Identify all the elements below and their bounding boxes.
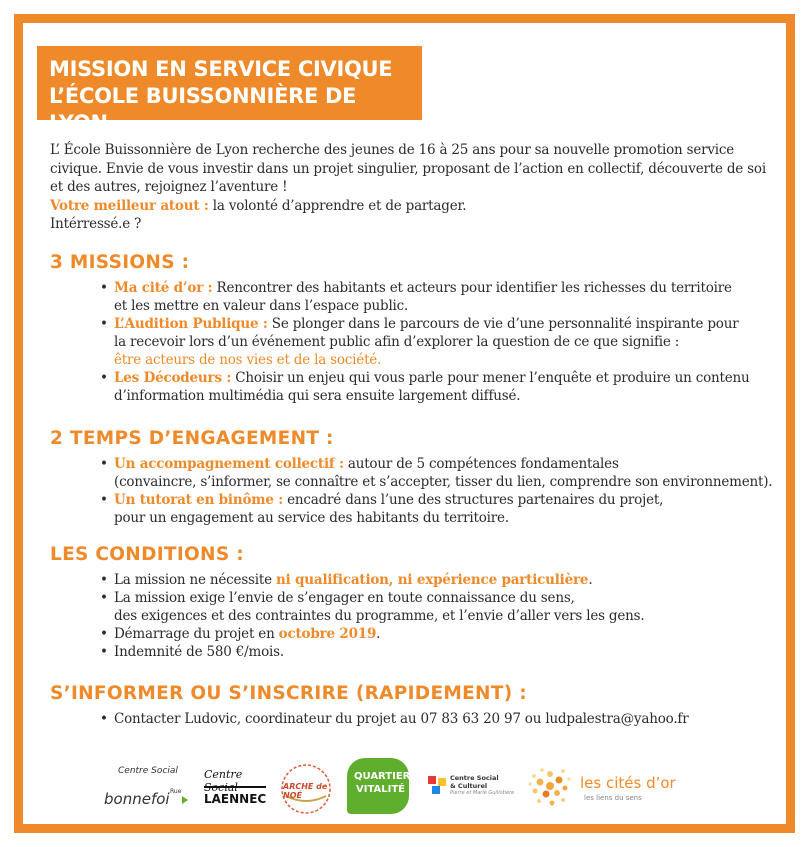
logo-guillotiere-line3: Pierre et Marie Guillotière [450, 790, 515, 796]
atout-text: la volonté d’apprendre et de partager. [208, 197, 467, 214]
contact-list [100, 710, 780, 728]
logo-bonnefoi-rue: Rue [170, 788, 182, 795]
conditions-list [100, 571, 780, 661]
list-item [100, 455, 780, 491]
logo-block-yellow [438, 778, 446, 786]
dots-circle-icon [526, 762, 574, 810]
mission-highlight: être acteurs de nos vies et de la société. [114, 352, 382, 368]
logo-centre-social-bonnefoi [104, 766, 194, 814]
logo-arche-name: ARCHE de NOÉ [283, 782, 328, 800]
interested-text: Intérressé.e ? [50, 216, 142, 232]
title-line-1: MISSION EN SERVICE CIVIQUE [49, 57, 393, 81]
engagement-list [100, 455, 780, 527]
logo-laennec-rule [204, 786, 266, 788]
logo-centre-social-laennec [204, 768, 268, 814]
logo-centre-social-guillotiere [428, 774, 518, 804]
condition-highlight: ni qualification, ni expérience particulière [276, 572, 589, 588]
condition-end: . [376, 626, 381, 642]
engagement-text-cont: (convaincre, s’informer, se connaître et s’accepter, tisser du lien, comprendre son environnement). [114, 474, 773, 490]
intro-text: L’ École Buissonnière de Lyon recherche des jeunes de 16 à 25 ans pour sa nouvelle promotion service civique. Envie de vous investir dans un projet singulier, proposant de l’action en collectif, découverte de soi et des autres, rejoignez l’aventure ! [50, 142, 766, 195]
mission-label: Les Décodeurs : [114, 370, 232, 386]
mission-label: Ma cité d’or : [114, 280, 213, 296]
mission-text: Rencontrer des habitants et acteurs pour identifier les richesses du territoire [212, 280, 732, 296]
condition-text: La mission ne nécessite [114, 572, 276, 588]
logo-cites-name: les cités d’or [580, 774, 676, 792]
list-item [100, 491, 780, 527]
condition-text: La mission exige l’envie de s’engager en toute connaissance du sens, [114, 590, 575, 606]
logo-block-red [428, 776, 436, 784]
logo-bonnefoi-name: bonnefoi [104, 790, 170, 808]
mission-text: Se plonger dans le parcours de vie d’une personnalité inspirante pour [267, 316, 739, 332]
logo-quartier-line1: QUARTIER [354, 771, 411, 782]
logo-laennec-name: LAENNEC [204, 792, 267, 806]
list-item [100, 315, 780, 369]
engagement-label: Un accompagnement collectif : [114, 456, 344, 472]
logo-guillotiere-line1: Centre Social [450, 774, 499, 782]
intro-paragraph [50, 141, 770, 234]
condition-text: Démarrage du projet en [114, 626, 279, 642]
list-item [100, 589, 780, 625]
engagement-text: encadré dans l’une des structures partenaires du projet, [283, 492, 664, 508]
list-item [100, 625, 780, 643]
title-banner [37, 46, 422, 135]
mission-text: Choisir un enjeu qui vous parle pour mener l’enquête et produire un contenu [231, 370, 750, 386]
contact-title: S’INFORMER OU S’INSCRIRE (RAPIDEMENT) : [50, 683, 527, 704]
conditions-title: LES CONDITIONS : [50, 544, 244, 565]
play-arrow-icon [182, 796, 188, 804]
mission-label: L’Audition Publique : [114, 316, 268, 332]
mission-text-cont: d’information multimédia qui sera ensuite largement diffusé. [114, 388, 521, 404]
condition-text-cont: des exigences et des contraintes du programme, et l’envie d’aller vers les gens. [114, 608, 645, 624]
title-line-2: L’ÉCOLE BUISSONNIÈRE DE LYON [49, 84, 357, 135]
engagement-label: Un tutorat en binôme : [114, 492, 284, 508]
logo-les-cites-dor [526, 762, 686, 814]
list-item [100, 643, 780, 661]
engagement-title: 2 TEMPS D’ENGAGEMENT : [50, 428, 334, 449]
list-item [100, 710, 780, 728]
list-item [100, 279, 780, 315]
logo-arche-de-noe [274, 762, 338, 816]
condition-highlight: octobre 2019 [278, 626, 377, 642]
logo-laennec-top: Centre [204, 768, 243, 781]
logo-guillotiere-line2: & Culturel [450, 782, 488, 790]
contact-text: Contacter Ludovic, coordinateur du projet au 07 83 63 20 97 ou ludpalestra@yahoo.fr [114, 711, 689, 727]
list-item [100, 369, 780, 405]
atout-label: Votre meilleur atout : [50, 197, 209, 214]
condition-end: . [588, 572, 593, 588]
condition-text: Indemnité de 580 €/mois. [114, 644, 284, 660]
missions-title: 3 MISSIONS : [50, 252, 190, 273]
list-item [100, 571, 780, 589]
logo-quartier-line2: VITALITÉ [356, 784, 405, 795]
mission-text-cont: la recevoir lors d’un événement public afin d’explorer la question de ce que signifie : [114, 334, 680, 350]
engagement-text-cont: pour un engagement au service des habitants du territoire. [114, 510, 509, 526]
partner-logos [100, 758, 700, 818]
logo-cites-sub: les liens du sens [584, 794, 642, 802]
logo-bonnefoi-top: Centre Social [118, 766, 178, 776]
logo-quartier-vitalite [347, 758, 409, 814]
engagement-text: autour de 5 compétences fondamentales [343, 456, 619, 472]
logo-block-blue [432, 786, 440, 794]
missions-list [100, 279, 780, 405]
mission-text-cont: et les mettre en valeur dans l’espace public. [114, 298, 409, 314]
